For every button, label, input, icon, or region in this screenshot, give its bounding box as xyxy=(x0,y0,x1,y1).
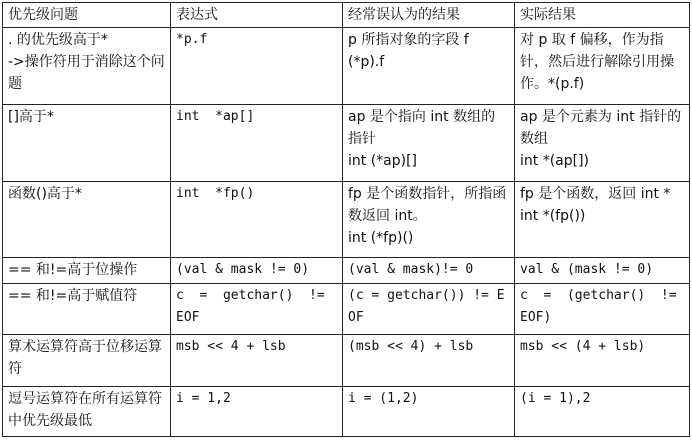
cell-mistaken: (val & mask)!= 0 xyxy=(343,258,515,284)
cell-expression: int *fp() xyxy=(171,181,343,258)
table-row xyxy=(3,104,690,181)
table-row xyxy=(3,387,690,437)
cell-actual: msb << (4 + lsb) xyxy=(515,335,690,387)
cell-expression: int *ap[] xyxy=(171,104,343,181)
cell-problem: == 和!=高于赋值符 xyxy=(3,284,171,335)
cell-problem: 函数()高于* xyxy=(3,181,171,258)
cell-problem: []高于* xyxy=(3,104,171,181)
header-row xyxy=(3,3,690,28)
table-row xyxy=(3,258,690,284)
cell-problem: 逗号运算符在所有运算符中优先级最低 xyxy=(3,387,171,437)
table-row xyxy=(3,284,690,335)
cell-mistaken: (msb << 4) + lsb xyxy=(343,335,515,387)
cell-actual: (i = 1),2 xyxy=(515,387,690,437)
cell-actual: 对 p 取 f 偏移，作为指针，然后进行解除引用操作。*(p.f) xyxy=(515,28,690,105)
cell-actual: c = (getchar() != EOF) xyxy=(515,284,690,335)
cell-expression: msb << 4 + lsb xyxy=(171,335,343,387)
cell-actual: ap 是个元素为 int 指针的数组 int *(ap[]) xyxy=(515,104,690,181)
table-row xyxy=(3,335,690,387)
cell-problem: 算术运算符高于位移运算符 xyxy=(3,335,171,387)
header-mistaken-result: 经常误认为的结果 xyxy=(343,3,515,28)
cell-mistaken: fp 是个函数指针，所指函数返回 int。 int (*fp)() xyxy=(343,181,515,258)
cell-mistaken: (c = getchar()) != EOF xyxy=(343,284,515,335)
cell-expression: c = getchar() != EOF xyxy=(171,284,343,335)
cell-problem: == 和!=高于位操作 xyxy=(3,258,171,284)
cell-actual: fp 是个函数，返回 int * int *(fp()) xyxy=(515,181,690,258)
cell-problem: . 的优先级高于* ->操作符用于消除这个问题 xyxy=(3,28,171,105)
operator-precedence-table xyxy=(2,2,690,437)
cell-mistaken: p 所指对象的字段 f (*p).f xyxy=(343,28,515,105)
cell-actual: val & (mask != 0) xyxy=(515,258,690,284)
cell-mistaken: ap 是个指向 int 数组的指针 int (*ap)[] xyxy=(343,104,515,181)
table-row xyxy=(3,28,690,105)
header-expression: 表达式 xyxy=(171,3,343,28)
cell-expression: i = 1,2 xyxy=(171,387,343,437)
cell-expression: *p.f xyxy=(171,28,343,105)
table-row xyxy=(3,181,690,258)
cell-mistaken: i = (1,2) xyxy=(343,387,515,437)
header-actual-result: 实际结果 xyxy=(515,3,690,28)
cell-expression: (val & mask != 0) xyxy=(171,258,343,284)
header-priority-issue: 优先级问题 xyxy=(3,3,171,28)
